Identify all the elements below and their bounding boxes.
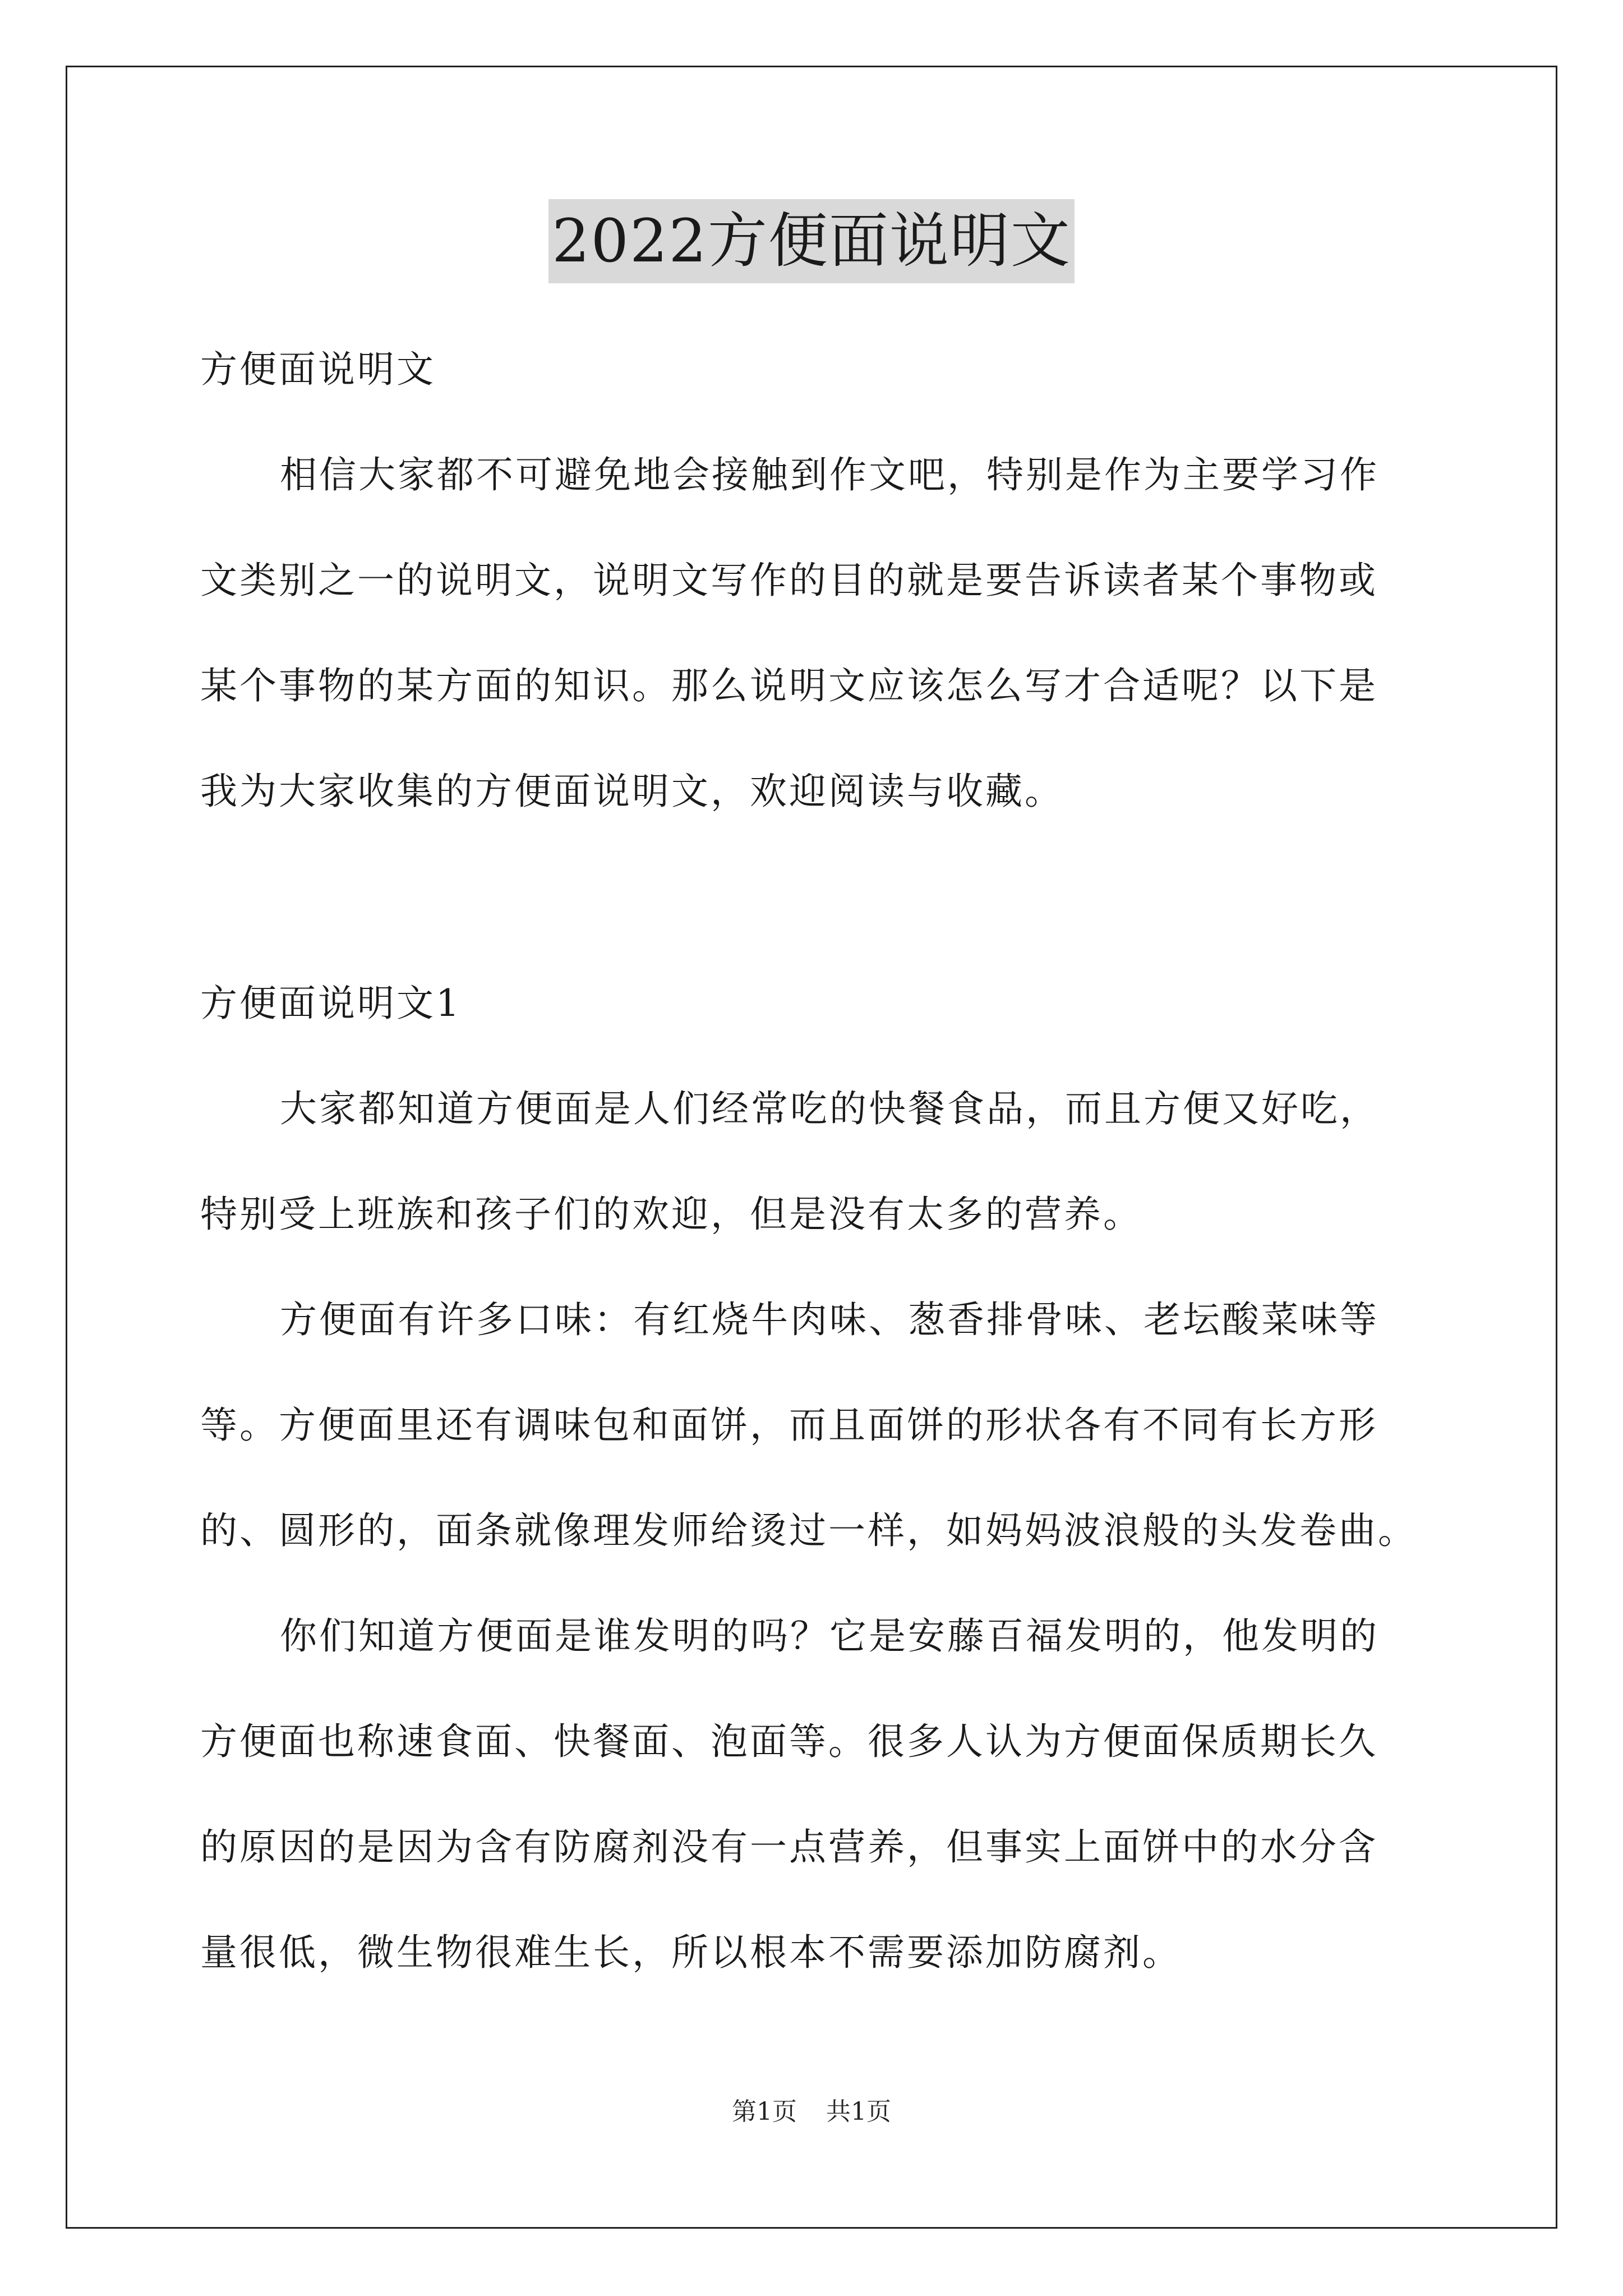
paragraph-line: 方便面也称速食面、快餐面、泡面等。很多人认为方便面保质期长久	[200, 1720, 1378, 1763]
document-body	[200, 317, 1434, 2005]
page-number: 第1页	[732, 2097, 797, 2126]
paragraph-line: 等。方便面里还有调味包和面饼，而且面饼的形状各有不同有长方形	[200, 1404, 1378, 1447]
section-spacer	[200, 844, 1434, 951]
intro-paragraph	[200, 422, 1434, 844]
paragraph-1	[200, 1056, 1434, 1267]
paragraph-line: 你们知道方便面是谁发明的吗？它是安藤百福发明的，他发明的	[280, 1614, 1379, 1658]
title-container	[0, 199, 1623, 283]
paragraph-line: 量很低，微生物很难生长，所以根本不需要添加防腐剂。	[200, 1931, 1182, 1974]
paragraph-line: 大家都知道方便面是人们经常吃的快餐食品，而且方便又好吃，	[280, 1087, 1379, 1130]
paragraph-line: 方便面有许多口味：有红烧牛肉味、葱香排骨味、老坛酸菜味等	[280, 1298, 1379, 1341]
intro-heading: 方便面说明文	[200, 348, 436, 391]
total-pages: 共1页	[826, 2097, 891, 2126]
paragraph-line: 的原因的是因为含有防腐剂没有一点营养，但事实上面饼中的水分含	[200, 1825, 1378, 1869]
section-heading: 方便面说明文1	[200, 982, 462, 1025]
page-footer	[0, 2095, 1623, 2129]
paragraph-line: 文类别之一的说明文，说明文写作的目的就是要告诉读者某个事物或	[200, 559, 1378, 602]
paragraph-line: 相信大家都不可避免地会接触到作文吧，特别是作为主要学习作	[280, 453, 1379, 496]
paragraph-line: 特别受上班族和孩子们的欢迎，但是没有太多的营养。	[200, 1193, 1142, 1236]
document-title: 2022方便面说明文	[548, 199, 1075, 283]
paragraph-2	[200, 1267, 1434, 1584]
paragraph-line: 某个事物的某方面的知识。那么说明文应该怎么写才合适呢？以下是	[200, 664, 1378, 707]
paragraph-line: 我为大家收集的方便面说明文，欢迎阅读与收藏。	[200, 770, 1064, 813]
paragraph-line: 的、圆形的，面条就像理发师给烫过一样，如妈妈波浪般的头发卷曲。	[200, 1509, 1417, 1552]
paragraph-3	[200, 1584, 1434, 2005]
